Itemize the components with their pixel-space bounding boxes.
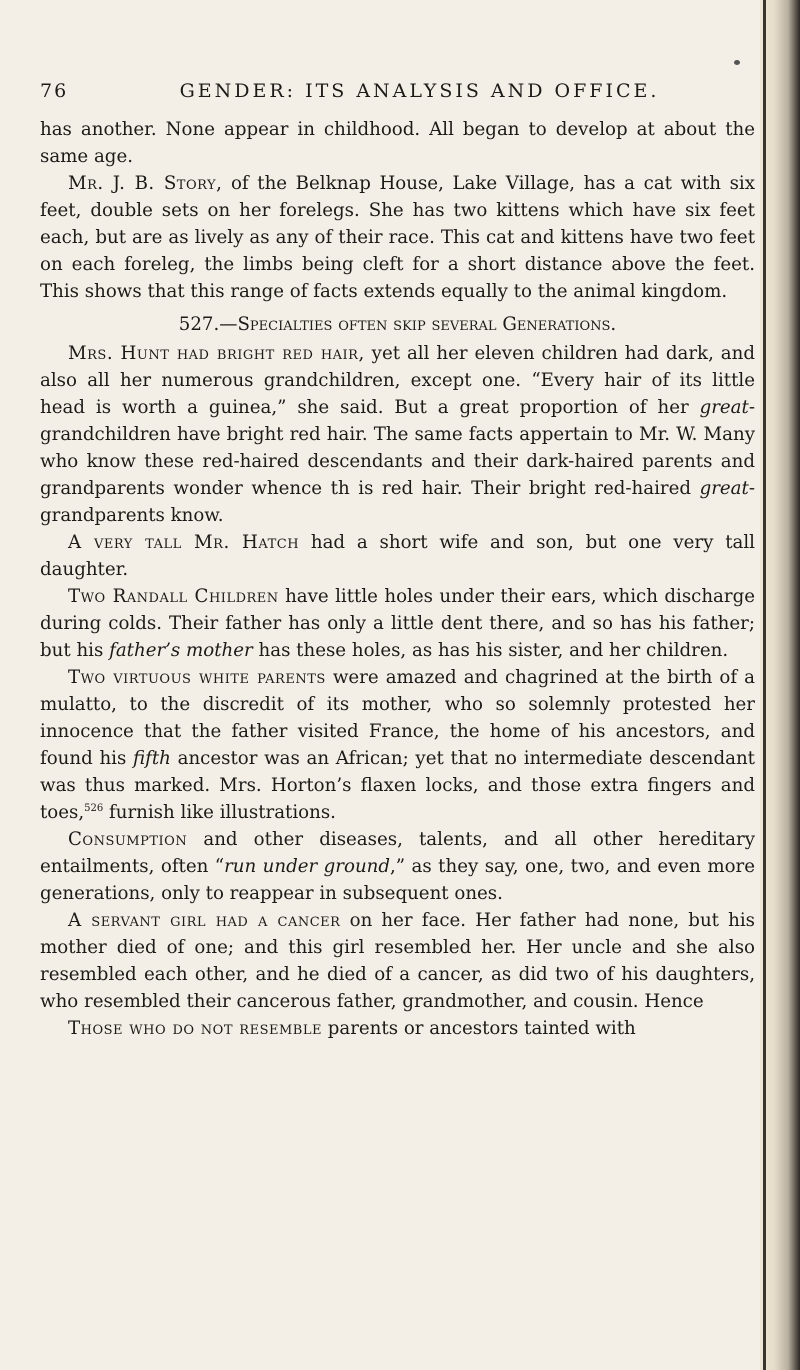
paragraph-servant-girl <box>40 907 755 1015</box>
paragraph-text: and other diseases, talents, and all other hereditary entailments, often “ <box>40 829 755 877</box>
binding-edge <box>763 0 766 1370</box>
paragraph-text: ,” as they say, one, two, and even more generations, only to reappear in subsequent ones. <box>40 856 755 904</box>
paragraph-lead: Mrs. Hunt had bright red hair, <box>68 343 365 364</box>
book-page <box>40 80 755 1042</box>
paragraph-text: were amazed and chagrined at the birth of a mulatto, to the discredit of its mother, who so solemnly protested her innocence that the father visited France, the home of his ancestors, and found his <box>40 667 756 769</box>
running-header <box>40 80 755 102</box>
paragraph-text: yet all her eleven children had dark, and also all her numerous grandchildren, except one. “Every hair of its little head is worth a guinea,” she said. But a great proportion of her <box>40 343 755 418</box>
section-title: Specialties often skip several Generations. <box>237 314 617 335</box>
paragraph-lead: Consumption <box>68 829 188 850</box>
paragraph-randall <box>40 583 755 664</box>
paragraph-lead: Mr. J. B. Story, <box>68 173 223 194</box>
running-title: GENDER: ITS ANALYSIS AND OFFICE. <box>179 80 660 102</box>
paragraph-text: -grandchildren have bright red hair. The same facts appertain to Mr. W. Many who know these red-haired descendants and their dark-haired parents and grandparents wonder whence th is red hair. Their bright red-haired <box>40 397 755 499</box>
paragraph-lead: Those who do not resemble <box>68 1018 322 1039</box>
emphasis: great <box>699 478 749 499</box>
paragraph-white-parents <box>40 664 755 826</box>
paragraph-text: parents or ancestors tainted with <box>321 1018 636 1039</box>
paragraph-text: ancestor was an African; yet that no intermediate descendant was thus marked. Mrs. Horton’s flaxen locks, and those extra fingers and toes, <box>40 748 755 823</box>
paragraph-text: of the Belknap House, Lake Village, has a cat with six feet, double sets on her forelegs. She has two kittens which have six feet each, but are as lively as any of their race. This cat and kittens have two feet on each foreleg, the limbs being cleft for a short distance above the feet. This shows that this range of facts extends equally to the animal kingdom. <box>40 173 755 302</box>
page-edge-shadow <box>760 0 800 1370</box>
emphasis: fifth <box>133 748 171 769</box>
paragraph-text: has these holes, as has his sister, and her children. <box>252 640 729 661</box>
emphasis: run under ground <box>224 856 391 877</box>
emphasis: great <box>699 397 749 418</box>
paragraph-text: on her face. Her father had none, but his mother died of one; and this girl resembled her. Her uncle and she also resembled each other, and he died of a cancer, as did two of his daughters, who resembled their cancerous father, grandmother, and cousin. Hence <box>40 910 755 1012</box>
paragraph-those-who <box>40 1015 755 1042</box>
paragraph-lead: A very tall Mr. Hatch <box>68 532 300 553</box>
paper-speck <box>734 60 740 65</box>
paragraph-text: have little holes under their ears, which discharge during colds. Their father has only a little dent there, and so has his father; but his <box>40 586 755 661</box>
paragraph-lead: Two virtuous white parents <box>68 667 326 688</box>
paragraph-text: has another. None appear in childhood. All began to develop at about the same age. <box>40 119 755 167</box>
paragraph-lead: Two Randall Children <box>68 586 279 607</box>
paragraph-consumption <box>40 826 755 907</box>
section-heading <box>40 311 755 338</box>
paragraph-continuation <box>40 116 755 170</box>
paragraph-lead: A servant girl had a cancer <box>68 910 341 931</box>
section-number: 527.— <box>178 314 238 335</box>
page-number: 76 <box>40 80 69 102</box>
footnote-reference: 526 <box>84 802 104 814</box>
paragraph-story-cat <box>40 170 755 305</box>
paragraph-hatch <box>40 529 755 583</box>
paragraph-text: furnish like illustrations. <box>103 802 336 823</box>
emphasis: father’s mother <box>109 640 253 661</box>
paragraph-text: -grandparents know. <box>40 478 755 526</box>
paragraph-text: had a short wife and son, but one very tall daughter. <box>40 532 755 580</box>
paragraph-hunt <box>40 340 755 529</box>
